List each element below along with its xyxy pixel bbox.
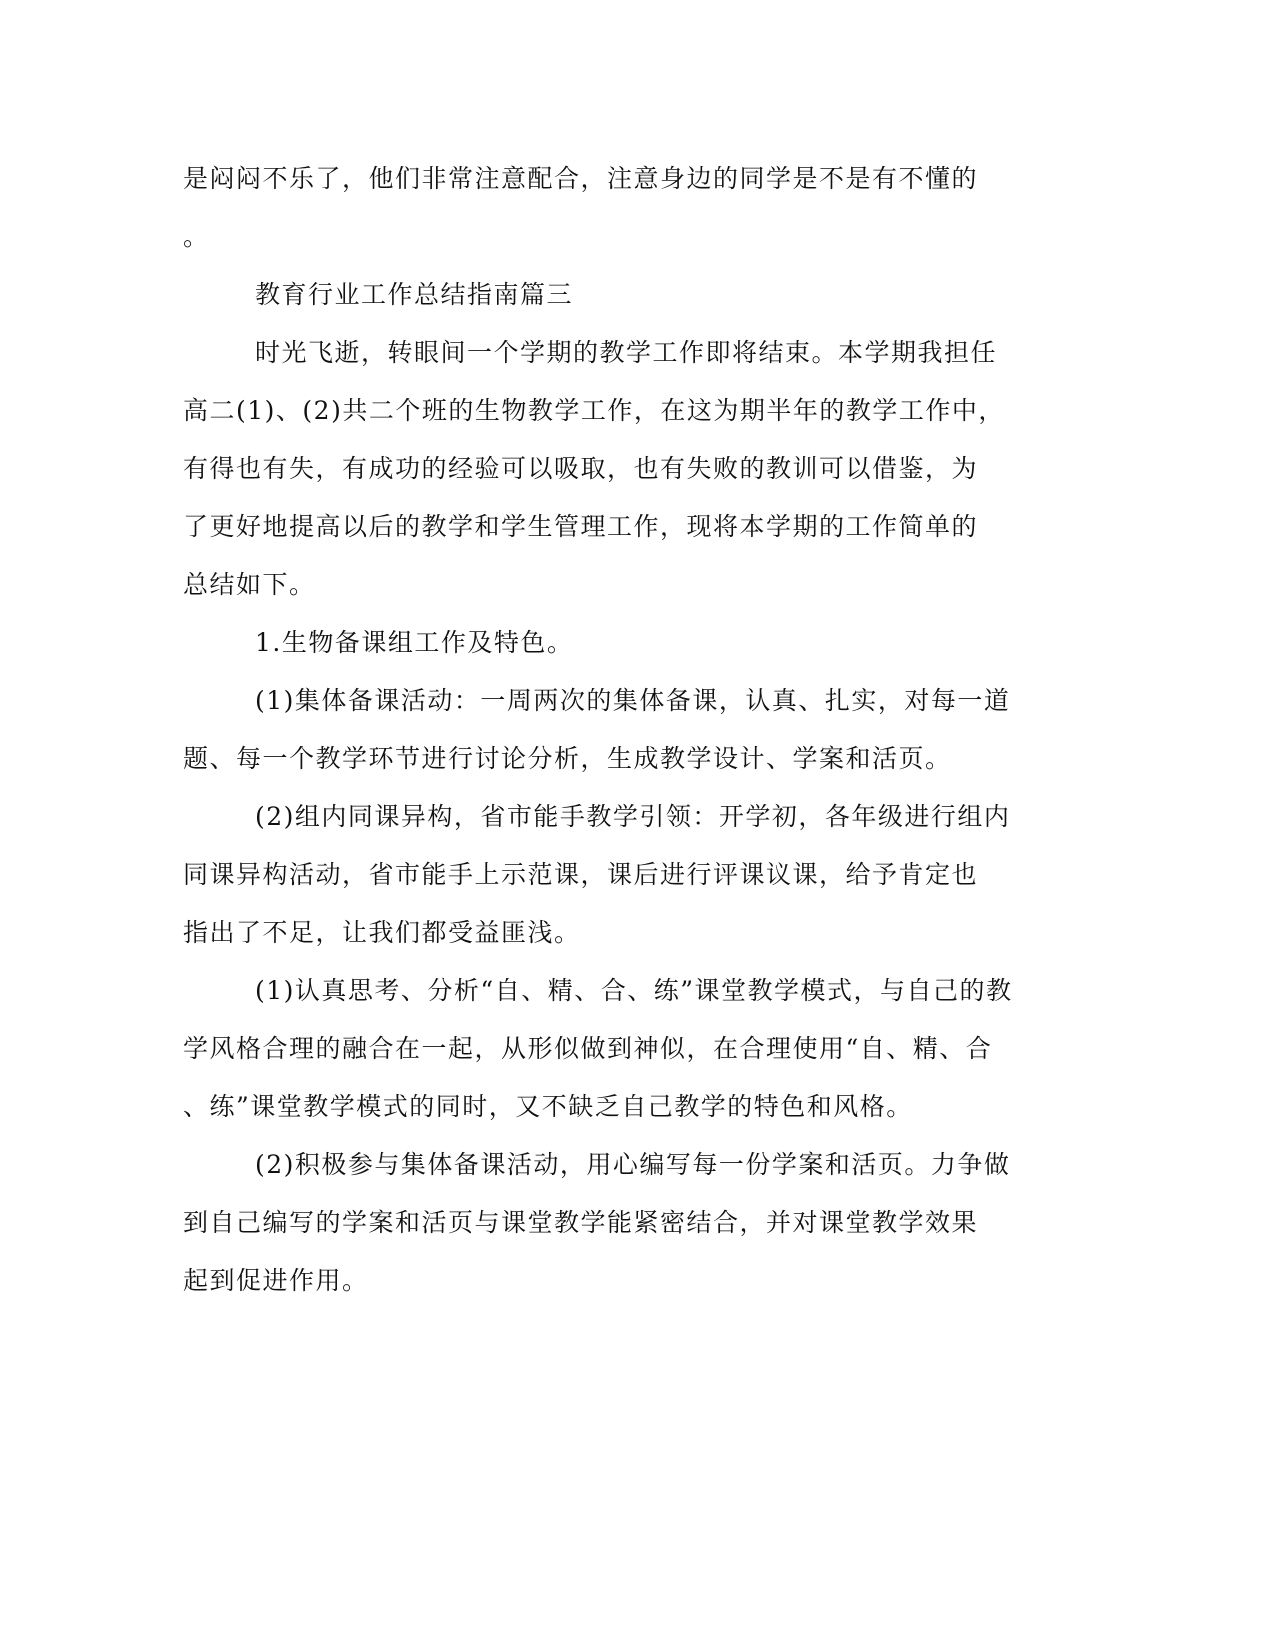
text-line: 同课异构活动，省市能手上示范课，课后进行评课议课，给予肯定也 bbox=[183, 860, 979, 889]
text-line: 指出了不足，让我们都受益匪浅。 bbox=[183, 918, 581, 947]
text-line: (2)组内同课异构，省市能手教学引领：开学初，各年级进行组内 bbox=[255, 802, 1011, 831]
text-line: 。 bbox=[183, 222, 210, 251]
text-line: 、练”课堂教学模式的同时，又不缺乏自己教学的特色和风格。 bbox=[183, 1092, 913, 1121]
section-heading: 教育行业工作总结指南篇三 bbox=[255, 280, 574, 309]
text-line: 时光飞逝，转眼间一个学期的教学工作即将结束。本学期我担任 bbox=[255, 338, 998, 367]
text-line: (2)积极参与集体备课活动，用心编写每一份学案和活页。力争做 bbox=[255, 1150, 1011, 1179]
text-line: (1)认真思考、分析“自、精、合、练”课堂教学模式，与自己的教 bbox=[255, 976, 1013, 1005]
text-line: (1)集体备课活动：一周两次的集体备课，认真、扎实，对每一道 bbox=[255, 686, 1011, 715]
list-heading: 1.生物备课组工作及特色。 bbox=[255, 628, 574, 657]
text-line: 学风格合理的融合在一起，从形似做到神似，在合理使用“自、精、合 bbox=[183, 1034, 993, 1063]
text-line: 有得也有失，有成功的经验可以吸取，也有失败的教训可以借鉴，为 bbox=[183, 454, 979, 483]
text-line: 到自己编写的学案和活页与课堂教学能紧密结合，并对课堂教学效果 bbox=[183, 1208, 979, 1237]
body-text bbox=[183, 150, 1058, 1310]
text-line: 题、每一个教学环节进行讨论分析，生成教学设计、学案和活页。 bbox=[183, 744, 952, 773]
text-line: 是闷闷不乐了，他们非常注意配合，注意身边的同学是不是有不懂的 bbox=[183, 164, 979, 193]
text-line: 总结如下。 bbox=[183, 570, 316, 599]
text-line: 起到促进作用。 bbox=[183, 1266, 369, 1295]
text-line: 了更好地提高以后的教学和学生管理工作，现将本学期的工作简单的 bbox=[183, 512, 979, 541]
text-line: 高二(1)、(2)共二个班的生物教学工作，在这为期半年的教学工作中， bbox=[183, 396, 1005, 425]
